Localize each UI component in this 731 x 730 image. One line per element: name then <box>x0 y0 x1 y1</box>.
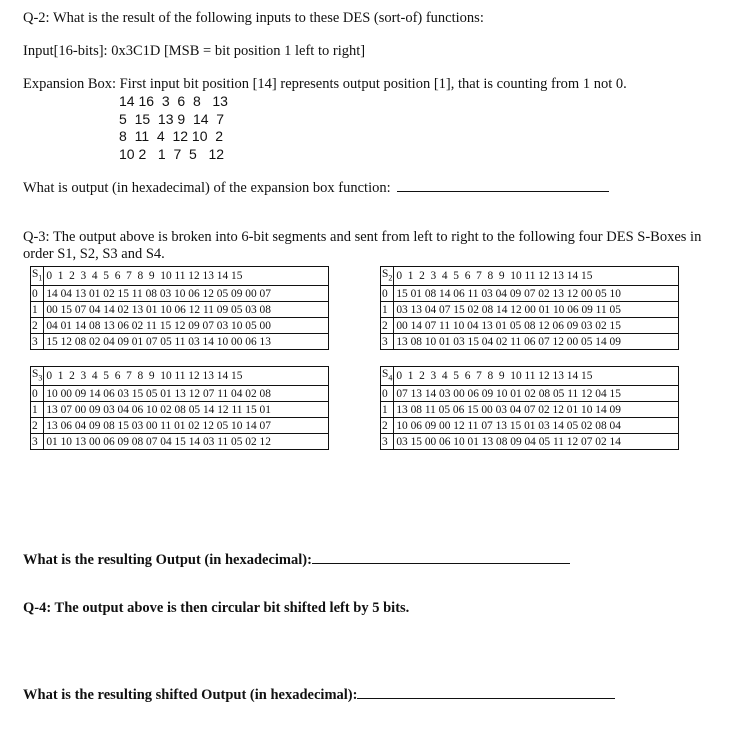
sbox-name-sub: 4 <box>388 373 393 383</box>
sbox-row <box>31 286 329 302</box>
sbox-row-values: 14 04 13 01 02 15 11 08 03 10 06 12 05 09 00 07 <box>44 286 329 302</box>
sbox-row-values: 15 01 08 14 06 11 03 04 09 07 02 13 12 00 05 10 <box>394 286 679 302</box>
sbox-name-letter: S <box>32 268 39 280</box>
q3-answer-blank[interactable] <box>312 549 570 564</box>
sbox-row-label: 3 <box>381 334 394 350</box>
sbox-row <box>381 334 679 350</box>
q2-input: Input[16-bits]: 0x3C1D [MSB = bit position 1 left to right] <box>23 43 366 59</box>
sbox-row <box>31 334 329 350</box>
sbox-name-sub: 3 <box>38 373 43 383</box>
sbox-row-label: 1 <box>31 302 44 318</box>
sbox-row <box>381 418 679 434</box>
sbox-row <box>381 302 679 318</box>
sbox-row <box>31 418 329 434</box>
sbox-name <box>31 367 44 386</box>
q4-answer-blank[interactable] <box>357 684 615 699</box>
sbox-row <box>31 434 329 450</box>
sbox-row-values: 03 13 04 07 15 02 08 14 12 00 01 10 06 09 11 05 <box>394 302 679 318</box>
q4-title: Q-4: The output above is then circular bit shifted left by 5 bits. <box>23 600 410 616</box>
sbox-row-label: 2 <box>31 318 44 334</box>
sbox-header-row <box>381 267 679 286</box>
ebox-row-2: 5 15 13 9 14 7 <box>119 111 225 127</box>
sbox-row <box>381 434 679 450</box>
sbox-row-label: 1 <box>381 402 394 418</box>
sbox-row-label: 1 <box>381 302 394 318</box>
q3-question-text: What is the resulting Output (in hexadecimal): <box>23 552 312 568</box>
sbox-row-label: 3 <box>381 434 394 450</box>
q2-title: Q-2: What is the result of the following inputs to these DES (sort-of) functions: <box>23 10 484 26</box>
sbox-name-sub: 2 <box>388 273 393 283</box>
sbox-s4-table <box>380 366 679 450</box>
sbox-row-values: 01 10 13 00 06 09 08 07 04 15 14 03 11 05 02 12 <box>44 434 329 450</box>
q2-expansion-description: Expansion Box: First input bit position [14] represents output position [1], that is counting from 1 not 0. <box>23 76 627 92</box>
q2-question-text: What is output (in hexadecimal) of the expansion box function: <box>23 180 391 196</box>
sbox-row <box>31 302 329 318</box>
sbox-row-values: 13 06 04 09 08 15 03 00 11 01 02 12 05 10 14 07 <box>44 418 329 434</box>
sbox-row <box>381 318 679 334</box>
sbox-name <box>381 367 394 386</box>
sbox-row <box>381 286 679 302</box>
sbox-column-header: 0 1 2 3 4 5 6 7 8 9 10 11 12 13 14 15 <box>394 367 679 386</box>
sbox-name-letter: S <box>382 268 389 280</box>
sbox-header-row <box>31 367 329 386</box>
sbox-header-row <box>381 367 679 386</box>
sbox-row-values: 15 12 08 02 04 09 01 07 05 11 03 14 10 00 06 13 <box>44 334 329 350</box>
ebox-row-3: 8 11 4 12 10 2 <box>119 128 224 144</box>
sbox-s2-table <box>380 266 679 350</box>
sbox-row-label: 2 <box>31 418 44 434</box>
sbox-row <box>381 402 679 418</box>
sbox-row-label: 3 <box>31 334 44 350</box>
sbox-row-values: 03 15 00 06 10 01 13 08 09 04 05 11 12 07 02 14 <box>394 434 679 450</box>
sbox-row-values: 10 00 09 14 06 03 15 05 01 13 12 07 11 04 02 08 <box>44 386 329 402</box>
sbox-name-letter: S <box>32 368 39 380</box>
q2-question <box>23 177 609 197</box>
q3-question <box>23 549 570 569</box>
sbox-column-header: 0 1 2 3 4 5 6 7 8 9 10 11 12 13 14 15 <box>394 267 679 286</box>
sbox-row <box>31 318 329 334</box>
sbox-row <box>31 386 329 402</box>
sbox-row-values: 10 06 09 00 12 11 07 13 15 01 03 14 05 02 08 04 <box>394 418 679 434</box>
sbox-row-label: 0 <box>381 386 394 402</box>
q4-question-text: What is the resulting shifted Output (in hexadecimal): <box>23 687 358 703</box>
sbox-name-sub: 1 <box>38 273 43 283</box>
sbox-row-label: 2 <box>381 318 394 334</box>
sbox-row-values: 04 01 14 08 13 06 02 11 15 12 09 07 03 10 05 00 <box>44 318 329 334</box>
sbox-s3-table <box>30 366 329 450</box>
q2-answer-blank[interactable] <box>397 177 609 192</box>
q3-line-2: order S1, S2, S3 and S4. <box>23 246 165 262</box>
sbox-name <box>381 267 394 286</box>
sbox-name <box>31 267 44 286</box>
sbox-row-values: 13 08 11 05 06 15 00 03 04 07 02 12 01 10 14 09 <box>394 402 679 418</box>
sbox-header-row <box>31 267 329 286</box>
sbox-row-values: 13 07 00 09 03 04 06 10 02 08 05 14 12 11 15 01 <box>44 402 329 418</box>
sbox-row-values: 13 08 10 01 03 15 04 02 11 06 07 12 00 05 14 09 <box>394 334 679 350</box>
q4-question <box>23 684 615 704</box>
sbox-row <box>31 402 329 418</box>
sbox-row-values: 00 15 07 04 14 02 13 01 10 06 12 11 09 05 03 08 <box>44 302 329 318</box>
sbox-row-label: 0 <box>381 286 394 302</box>
sbox-row-values: 00 14 07 11 10 04 13 01 05 08 12 06 09 03 02 15 <box>394 318 679 334</box>
sbox-row-label: 0 <box>31 286 44 302</box>
sbox-column-header: 0 1 2 3 4 5 6 7 8 9 10 11 12 13 14 15 <box>44 367 329 386</box>
sbox-name-letter: S <box>382 368 389 380</box>
sbox-row-label: 0 <box>31 386 44 402</box>
ebox-row-4: 10 2 1 7 5 12 <box>119 146 225 162</box>
sbox-row-label: 3 <box>31 434 44 450</box>
sbox-column-header: 0 1 2 3 4 5 6 7 8 9 10 11 12 13 14 15 <box>44 267 329 286</box>
q3-line-1: Q-3: The output above is broken into 6-bit segments and sent from left to right to the following four DES S-Boxes in <box>23 229 702 245</box>
sbox-row-values: 07 13 14 03 00 06 09 10 01 02 08 05 11 12 04 15 <box>394 386 679 402</box>
sbox-row-label: 2 <box>381 418 394 434</box>
sbox-s1-table <box>30 266 329 350</box>
sbox-row-label: 1 <box>31 402 44 418</box>
sbox-row <box>381 386 679 402</box>
ebox-row-1: 14 16 3 6 8 13 <box>119 93 228 109</box>
